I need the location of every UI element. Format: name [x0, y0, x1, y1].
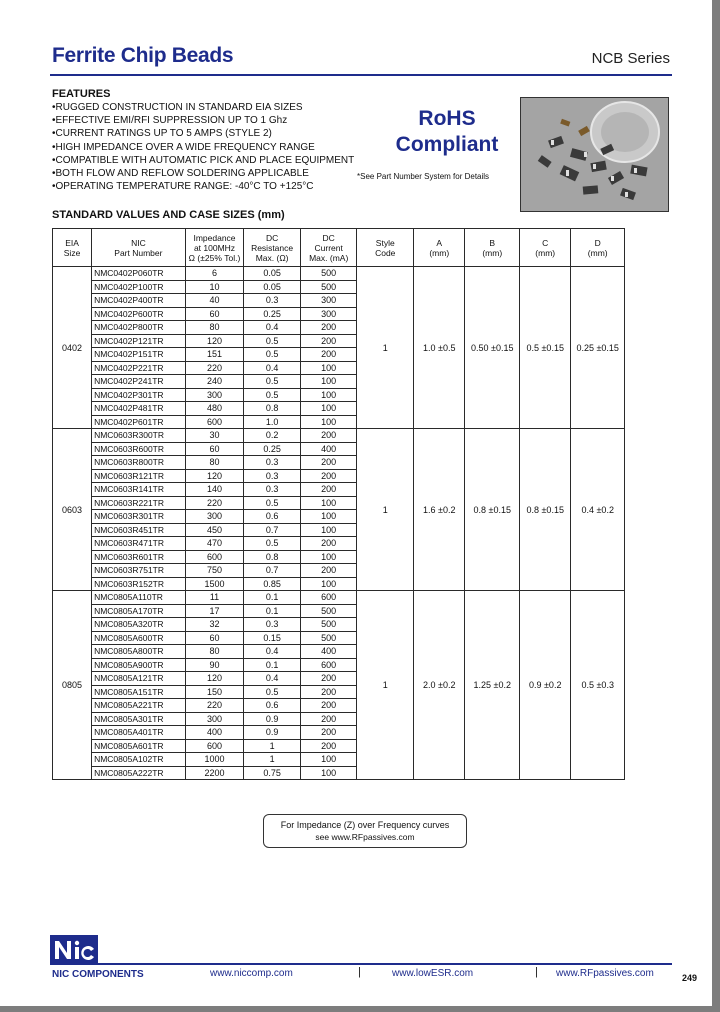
- cell-part-number: NMC0805A601TR: [92, 739, 186, 753]
- cell-dc-resistance: 0.6: [244, 510, 301, 524]
- cell-dc-resistance: 0.05: [244, 267, 301, 281]
- cell-dc-current: 200: [300, 348, 357, 362]
- cell-impedance: 80: [185, 321, 244, 335]
- cell-dc-current: 600: [300, 591, 357, 605]
- cell-dc-current: 200: [300, 537, 357, 551]
- header-dim-a: A (mm): [414, 229, 465, 267]
- page-number: 249: [682, 973, 698, 983]
- footer-separator: |: [535, 966, 538, 978]
- cell-dc-current: 100: [300, 361, 357, 375]
- table-row: [53, 591, 625, 605]
- cell-dc-resistance: 0.5: [244, 496, 301, 510]
- cell-part-number: NMC0805A900TR: [92, 658, 186, 672]
- header-dim-c: C (mm): [520, 229, 571, 267]
- cell-impedance: 60: [185, 442, 244, 456]
- chip-beads-photo: [521, 98, 668, 211]
- cell-dc-resistance: 0.3: [244, 483, 301, 497]
- cell-impedance: 1000: [185, 753, 244, 767]
- cell-dc-resistance: 0.1: [244, 604, 301, 618]
- cell-impedance: 80: [185, 456, 244, 470]
- cell-dc-current: 200: [300, 429, 357, 443]
- cell-part-number: NMC0603R121TR: [92, 469, 186, 483]
- table-row: [53, 429, 625, 443]
- cell-dc-current: 600: [300, 658, 357, 672]
- table-row: [53, 267, 625, 281]
- cell-dc-current: 100: [300, 550, 357, 564]
- feature-item: • RUGGED CONSTRUCTION IN STANDARD EIA SIZES: [52, 101, 354, 114]
- specifications-body: [53, 267, 625, 780]
- table-heading: STANDARD VALUES AND CASE SIZES (mm): [52, 209, 285, 221]
- cell-part-number: NMC0402P221TR: [92, 361, 186, 375]
- cell-dc-current: 100: [300, 577, 357, 591]
- cell-dc-resistance: 0.3: [244, 469, 301, 483]
- cell-dc-resistance: 0.15: [244, 631, 301, 645]
- cell-dc-current: 200: [300, 564, 357, 578]
- cell-dc-current: 500: [300, 280, 357, 294]
- rohs-badge: [380, 106, 514, 158]
- feature-item: • OPERATING TEMPERATURE RANGE: -40°C TO +125°C: [52, 180, 354, 193]
- cell-part-number: NMC0603R751TR: [92, 564, 186, 578]
- header-impedance: Impedance at 100MHz Ω (±25% Tol.): [185, 229, 244, 267]
- product-photo: [520, 97, 669, 212]
- header-dim-b: B (mm): [465, 229, 520, 267]
- cell-dc-current: 300: [300, 294, 357, 308]
- features-list: [52, 101, 354, 193]
- cell-part-number: NMC0805A800TR: [92, 645, 186, 659]
- feature-item: • COMPATIBLE WITH AUTOMATIC PICK AND PLACE EQUIPMENT: [52, 154, 354, 167]
- footer-link-niccomp[interactable]: www.niccomp.com: [210, 968, 293, 979]
- cell-style-code: 1: [357, 429, 414, 591]
- cell-part-number: NMC0603R471TR: [92, 537, 186, 551]
- cell-impedance: 240: [185, 375, 244, 389]
- cell-impedance: 10: [185, 280, 244, 294]
- cell-part-number: NMC0603R800TR: [92, 456, 186, 470]
- table-header-row: [53, 229, 625, 267]
- features-heading: FEATURES: [52, 88, 111, 100]
- cell-eia-size: 0402: [53, 267, 92, 429]
- cell-part-number: NMC0402P241TR: [92, 375, 186, 389]
- cell-dc-current: 100: [300, 496, 357, 510]
- cell-impedance: 1500: [185, 577, 244, 591]
- footer-separator: |: [358, 966, 361, 978]
- cell-dc-resistance: 0.1: [244, 591, 301, 605]
- cell-dc-resistance: 0.25: [244, 307, 301, 321]
- cell-dc-resistance: 0.7: [244, 564, 301, 578]
- cell-impedance: 11: [185, 591, 244, 605]
- cell-dim-a: 2.0 ±0.2: [414, 591, 465, 780]
- cell-impedance: 80: [185, 645, 244, 659]
- cell-dc-current: 500: [300, 631, 357, 645]
- cell-dc-current: 100: [300, 766, 357, 780]
- header-dc-resistance: DC Resistance Max. (Ω): [244, 229, 301, 267]
- cell-dc-resistance: 0.05: [244, 280, 301, 294]
- cell-dc-resistance: 0.8: [244, 550, 301, 564]
- cell-impedance: 300: [185, 510, 244, 524]
- cell-part-number: NMC0402P060TR: [92, 267, 186, 281]
- cell-dc-resistance: 0.5: [244, 388, 301, 402]
- cell-dc-current: 200: [300, 739, 357, 753]
- cell-dc-resistance: 1: [244, 739, 301, 753]
- cell-part-number: NMC0402P800TR: [92, 321, 186, 335]
- cell-impedance: 220: [185, 699, 244, 713]
- cell-part-number: NMC0603R141TR: [92, 483, 186, 497]
- cell-dc-resistance: 0.9: [244, 712, 301, 726]
- cell-dc-resistance: 0.85: [244, 577, 301, 591]
- cell-dim-c: 0.5 ±0.15: [520, 267, 571, 429]
- cell-impedance: 480: [185, 402, 244, 416]
- cell-impedance: 600: [185, 739, 244, 753]
- cell-dc-current: 100: [300, 402, 357, 416]
- cell-impedance: 450: [185, 523, 244, 537]
- cell-impedance: 150: [185, 685, 244, 699]
- cell-part-number: NMC0402P400TR: [92, 294, 186, 308]
- footer-divider: [50, 963, 672, 965]
- cell-impedance: 220: [185, 361, 244, 375]
- feature-item: • EFFECTIVE EMI/RFI SUPPRESSION UP TO 1 Ghz: [52, 114, 354, 127]
- impedance-curves-note: [263, 814, 467, 848]
- cell-dc-resistance: 0.4: [244, 672, 301, 686]
- cell-dc-resistance: 0.9: [244, 726, 301, 740]
- cell-style-code: 1: [357, 591, 414, 780]
- cell-part-number: NMC0805A600TR: [92, 631, 186, 645]
- impedance-note-link[interactable]: see www.RFpassives.com: [315, 832, 415, 842]
- cell-impedance: 750: [185, 564, 244, 578]
- cell-dc-resistance: 0.25: [244, 442, 301, 456]
- cell-part-number: NMC0402P481TR: [92, 402, 186, 416]
- cell-dim-a: 1.0 ±0.5: [414, 267, 465, 429]
- header-dim-d: D (mm): [571, 229, 625, 267]
- cell-impedance: 220: [185, 496, 244, 510]
- title-divider: [50, 74, 672, 76]
- cell-part-number: NMC0603R301TR: [92, 510, 186, 524]
- cell-impedance: 300: [185, 712, 244, 726]
- cell-dc-resistance: 0.3: [244, 456, 301, 470]
- cell-part-number: NMC0603R600TR: [92, 442, 186, 456]
- cell-dc-resistance: 1: [244, 753, 301, 767]
- nic-logo: [50, 935, 98, 963]
- cell-part-number: NMC0603R601TR: [92, 550, 186, 564]
- cell-part-number: NMC0402P121TR: [92, 334, 186, 348]
- cell-part-number: NMC0805A320TR: [92, 618, 186, 632]
- cell-dc-resistance: 0.5: [244, 375, 301, 389]
- cell-part-number: NMC0402P100TR: [92, 280, 186, 294]
- cell-impedance: 60: [185, 631, 244, 645]
- cell-dim-b: 0.8 ±0.15: [465, 429, 520, 591]
- cell-dc-current: 100: [300, 523, 357, 537]
- cell-part-number: NMC0805A151TR: [92, 685, 186, 699]
- cell-dc-resistance: 0.3: [244, 618, 301, 632]
- cell-part-number: NMC0805A102TR: [92, 753, 186, 767]
- impedance-note-line-1: For Impedance (Z) over Frequency curves: [280, 820, 450, 830]
- cell-impedance: 90: [185, 658, 244, 672]
- cell-dc-current: 100: [300, 388, 357, 402]
- cell-dc-current: 200: [300, 672, 357, 686]
- cell-part-number: NMC0805A170TR: [92, 604, 186, 618]
- footer-link-rfpassives[interactable]: www.RFpassives.com: [556, 968, 654, 979]
- cell-dc-current: 200: [300, 334, 357, 348]
- rohs-line-2: Compliant: [395, 133, 499, 156]
- cell-dc-resistance: 0.8: [244, 402, 301, 416]
- cell-impedance: 120: [185, 469, 244, 483]
- cell-dc-current: 400: [300, 442, 357, 456]
- cell-dc-current: 200: [300, 321, 357, 335]
- cell-dim-a: 1.6 ±0.2: [414, 429, 465, 591]
- cell-dc-resistance: 0.7: [244, 523, 301, 537]
- cell-part-number: NMC0603R300TR: [92, 429, 186, 443]
- cell-impedance: 600: [185, 415, 244, 429]
- cell-dim-d: 0.5 ±0.3: [571, 591, 625, 780]
- cell-impedance: 2200: [185, 766, 244, 780]
- cell-impedance: 151: [185, 348, 244, 362]
- company-name: NIC COMPONENTS: [52, 969, 144, 980]
- cell-dc-resistance: 1.0: [244, 415, 301, 429]
- cell-dc-resistance: 0.6: [244, 699, 301, 713]
- cell-part-number: NMC0402P601TR: [92, 415, 186, 429]
- cell-dc-current: 100: [300, 415, 357, 429]
- cell-eia-size: 0603: [53, 429, 92, 591]
- cell-dim-c: 0.9 ±0.2: [520, 591, 571, 780]
- cell-impedance: 120: [185, 334, 244, 348]
- cell-dc-resistance: 0.75: [244, 766, 301, 780]
- cell-part-number: NMC0603R451TR: [92, 523, 186, 537]
- cell-dc-resistance: 0.2: [244, 429, 301, 443]
- rohs-note: *See Part Number System for Details: [357, 172, 490, 181]
- header-part-number: NIC Part Number: [92, 229, 186, 267]
- cell-dc-resistance: 0.4: [244, 321, 301, 335]
- cell-dc-current: 100: [300, 375, 357, 389]
- cell-dc-resistance: 0.3: [244, 294, 301, 308]
- cell-dc-current: 400: [300, 645, 357, 659]
- cell-part-number: NMC0603R152TR: [92, 577, 186, 591]
- cell-style-code: 1: [357, 267, 414, 429]
- specifications-table: [52, 228, 625, 780]
- cell-dc-current: 200: [300, 726, 357, 740]
- cell-part-number: NMC0805A401TR: [92, 726, 186, 740]
- cell-dc-resistance: 0.4: [244, 361, 301, 375]
- cell-dc-current: 200: [300, 469, 357, 483]
- header-eia-size: EIA Size: [53, 229, 92, 267]
- cell-dc-current: 500: [300, 604, 357, 618]
- cell-dc-current: 100: [300, 753, 357, 767]
- cell-dc-resistance: 0.5: [244, 685, 301, 699]
- cell-part-number: NMC0805A301TR: [92, 712, 186, 726]
- header-style-code: Style Code: [357, 229, 414, 267]
- cell-dim-d: 0.25 ±0.15: [571, 267, 625, 429]
- feature-item: • HIGH IMPEDANCE OVER A WIDE FREQUENCY RANGE: [52, 141, 354, 154]
- cell-impedance: 6: [185, 267, 244, 281]
- cell-dc-current: 500: [300, 267, 357, 281]
- header-dc-current: DC Current Max. (mA): [300, 229, 357, 267]
- cell-dc-resistance: 0.5: [244, 348, 301, 362]
- cell-dim-b: 1.25 ±0.2: [465, 591, 520, 780]
- cell-dim-b: 0.50 ±0.15: [465, 267, 520, 429]
- cell-impedance: 30: [185, 429, 244, 443]
- cell-dim-c: 0.8 ±0.15: [520, 429, 571, 591]
- cell-dc-current: 500: [300, 618, 357, 632]
- cell-part-number: NMC0805A121TR: [92, 672, 186, 686]
- cell-dc-current: 100: [300, 510, 357, 524]
- cell-impedance: 140: [185, 483, 244, 497]
- cell-dc-current: 200: [300, 685, 357, 699]
- cell-impedance: 17: [185, 604, 244, 618]
- cell-dc-current: 200: [300, 712, 357, 726]
- cell-dc-current: 300: [300, 307, 357, 321]
- cell-impedance: 32: [185, 618, 244, 632]
- cell-part-number: NMC0402P600TR: [92, 307, 186, 321]
- cell-dc-current: 200: [300, 699, 357, 713]
- cell-part-number: NMC0402P301TR: [92, 388, 186, 402]
- cell-dc-current: 200: [300, 483, 357, 497]
- cell-dc-resistance: 0.1: [244, 658, 301, 672]
- cell-dc-current: 200: [300, 456, 357, 470]
- cell-impedance: 600: [185, 550, 244, 564]
- cell-part-number: NMC0805A110TR: [92, 591, 186, 605]
- cell-dim-d: 0.4 ±0.2: [571, 429, 625, 591]
- cell-dc-resistance: 0.4: [244, 645, 301, 659]
- cell-dc-resistance: 0.5: [244, 537, 301, 551]
- footer-link-lowesr[interactable]: www.lowESR.com: [392, 968, 474, 979]
- cell-impedance: 470: [185, 537, 244, 551]
- cell-part-number: NMC0402P151TR: [92, 348, 186, 362]
- cell-impedance: 120: [185, 672, 244, 686]
- cell-part-number: NMC0805A222TR: [92, 766, 186, 780]
- cell-eia-size: 0805: [53, 591, 92, 780]
- cell-part-number: NMC0603R221TR: [92, 496, 186, 510]
- cell-part-number: NMC0805A221TR: [92, 699, 186, 713]
- cell-impedance: 300: [185, 388, 244, 402]
- cell-impedance: 60: [185, 307, 244, 321]
- rohs-line-1: RoHS: [418, 107, 476, 130]
- feature-item: • BOTH FLOW AND REFLOW SOLDERING APPLICABLE: [52, 167, 354, 180]
- page-title: Ferrite Chip Beads: [52, 44, 234, 67]
- feature-item: • CURRENT RATINGS UP TO 5 AMPS (STYLE 2): [52, 127, 354, 140]
- cell-impedance: 400: [185, 726, 244, 740]
- cell-impedance: 40: [185, 294, 244, 308]
- cell-dc-resistance: 0.5: [244, 334, 301, 348]
- series-label: NCB Series: [591, 50, 670, 67]
